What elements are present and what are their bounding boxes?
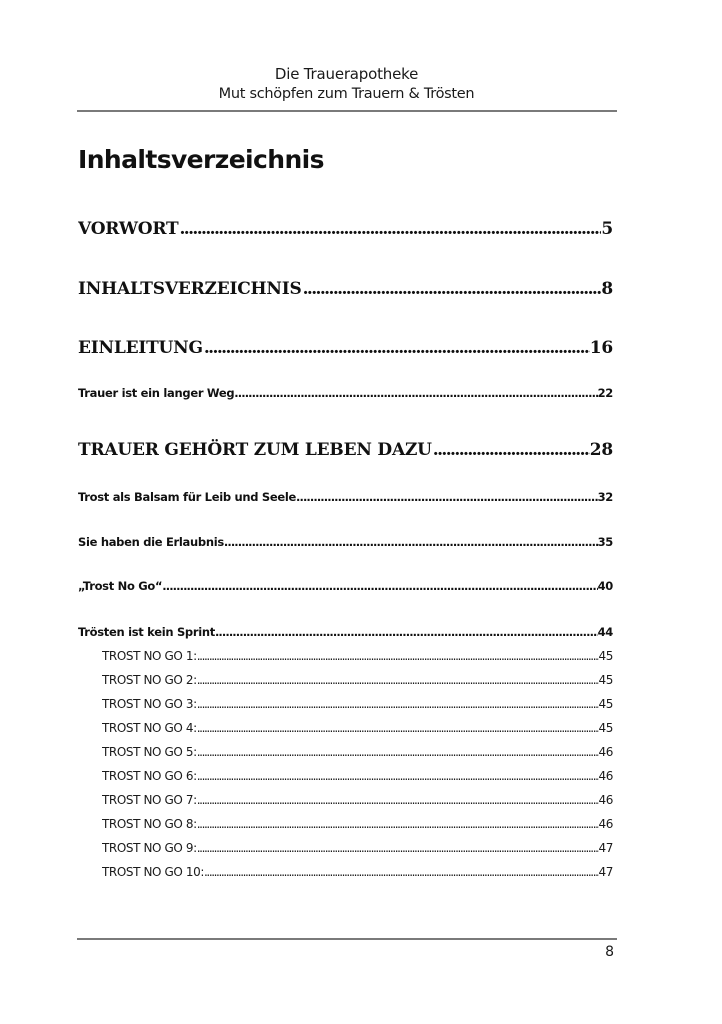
toc-entry-label: TROST NO GO 10: — [102, 865, 204, 879]
footer-rule — [77, 938, 617, 940]
dot-leader — [197, 791, 599, 809]
toc-entry-label: INHALTSVERZEICHNIS — [78, 279, 302, 299]
toc-entry-page: 47 — [598, 865, 613, 879]
toc-entry-label: „Trost No Go“ — [78, 579, 163, 593]
toc-entry-label: TROST NO GO 2: — [102, 673, 197, 687]
toc-entry-label: Trösten ist kein Sprint — [78, 625, 215, 639]
dot-leader — [234, 384, 597, 402]
toc-subentry-trost-no-go-3[interactable] — [102, 695, 613, 713]
toc-subentry-trost-no-go-4[interactable] — [102, 719, 613, 737]
toc-entry-label: TROST NO GO 9: — [102, 841, 197, 855]
toc-entry-label: Trost als Balsam für Leib und Seele — [78, 490, 297, 504]
toc-entry-page: 46 — [598, 793, 613, 807]
toc-entry-trost-als-balsam[interactable] — [78, 488, 613, 506]
dot-leader — [302, 277, 602, 301]
page-number: 8 — [605, 944, 614, 960]
toc-entry-trauer-gehoert-zum-leben[interactable] — [78, 438, 613, 462]
toc-subentry-trost-no-go-9[interactable] — [102, 839, 613, 857]
toc-entry-page: 44 — [597, 625, 613, 639]
dot-leader — [224, 533, 598, 551]
toc-entry-page: 35 — [597, 535, 613, 549]
toc-entry-label: TROST NO GO 1: — [102, 649, 197, 663]
toc-entry-page: 22 — [597, 386, 613, 400]
toc-entry-label: TROST NO GO 5: — [102, 745, 197, 759]
toc-entry-page: 32 — [597, 490, 613, 504]
toc-entry-page: 46 — [598, 745, 613, 759]
dot-leader — [197, 815, 599, 833]
toc-subentry-trost-no-go-7[interactable] — [102, 791, 613, 809]
toc-entry-trauer-langer-weg[interactable] — [78, 384, 613, 402]
toc-subentry-trost-no-go-2[interactable] — [102, 671, 613, 689]
toc-entry-label: TROST NO GO 3: — [102, 697, 197, 711]
toc-entry-page: 8 — [601, 279, 613, 299]
dot-leader — [197, 695, 599, 713]
toc-entry-page: 40 — [597, 579, 613, 593]
dot-leader — [197, 719, 599, 737]
toc-subentry-trost-no-go-5[interactable] — [102, 743, 613, 761]
toc-entry-page: 16 — [589, 338, 613, 358]
toc-entry-einleitung[interactable] — [78, 336, 613, 360]
toc-entry-label: EINLEITUNG — [78, 338, 203, 358]
running-header — [77, 64, 616, 104]
dot-leader — [296, 488, 598, 506]
toc-entry-page: 46 — [598, 817, 613, 831]
toc-entry-page: 28 — [589, 440, 613, 460]
toc-title: Inhaltsverzeichnis — [78, 145, 324, 174]
toc-entry-label: Sie haben die Erlaubnis — [78, 535, 224, 549]
toc-entry-label: TROST NO GO 8: — [102, 817, 197, 831]
dot-leader — [197, 839, 599, 857]
toc-entry-sie-haben-die-erlaubnis[interactable] — [78, 533, 613, 551]
toc-entry-page: 46 — [598, 769, 613, 783]
dot-leader — [162, 577, 597, 595]
toc-subentry-trost-no-go-6[interactable] — [102, 767, 613, 785]
header-rule — [77, 110, 617, 112]
toc-entry-page: 5 — [601, 219, 613, 239]
toc-entry-trost-no-go[interactable] — [78, 577, 613, 595]
toc-entry-label: TRAUER GEHÖRT ZUM LEBEN DAZU — [78, 440, 432, 460]
dot-leader — [197, 671, 599, 689]
dot-leader — [197, 743, 599, 761]
dot-leader — [178, 217, 601, 241]
toc-entry-label: TROST NO GO 6: — [102, 769, 197, 783]
toc-entry-inhaltsverzeichnis[interactable] — [78, 277, 613, 301]
dot-leader — [215, 623, 598, 641]
toc-entry-label: Trauer ist ein langer Weg — [78, 386, 235, 400]
toc-entry-label: TROST NO GO 7: — [102, 793, 197, 807]
dot-leader — [203, 336, 590, 360]
toc-entry-page: 47 — [598, 841, 613, 855]
toc-entry-label: TROST NO GO 4: — [102, 721, 197, 735]
toc-subentry-trost-no-go-10[interactable] — [102, 863, 613, 881]
toc-entry-troesten-kein-sprint[interactable] — [78, 623, 613, 641]
toc-subentry-trost-no-go-8[interactable] — [102, 815, 613, 833]
toc-entry-page: 45 — [598, 649, 613, 663]
toc-entry-label: VORWORT — [78, 219, 179, 239]
book-title: Die Trauerapotheke — [274, 65, 419, 83]
dot-leader — [197, 647, 599, 665]
dot-leader — [432, 438, 590, 462]
toc-entry-page: 45 — [598, 673, 613, 687]
dot-leader — [204, 863, 599, 881]
book-subtitle: Mut schöpfen zum Trauern & Trösten — [218, 86, 475, 102]
toc-entry-page: 45 — [598, 697, 613, 711]
toc-subentry-trost-no-go-1[interactable] — [102, 647, 613, 665]
toc-entry-vorwort[interactable] — [78, 217, 613, 241]
dot-leader — [197, 767, 599, 785]
toc-entry-page: 45 — [598, 721, 613, 735]
